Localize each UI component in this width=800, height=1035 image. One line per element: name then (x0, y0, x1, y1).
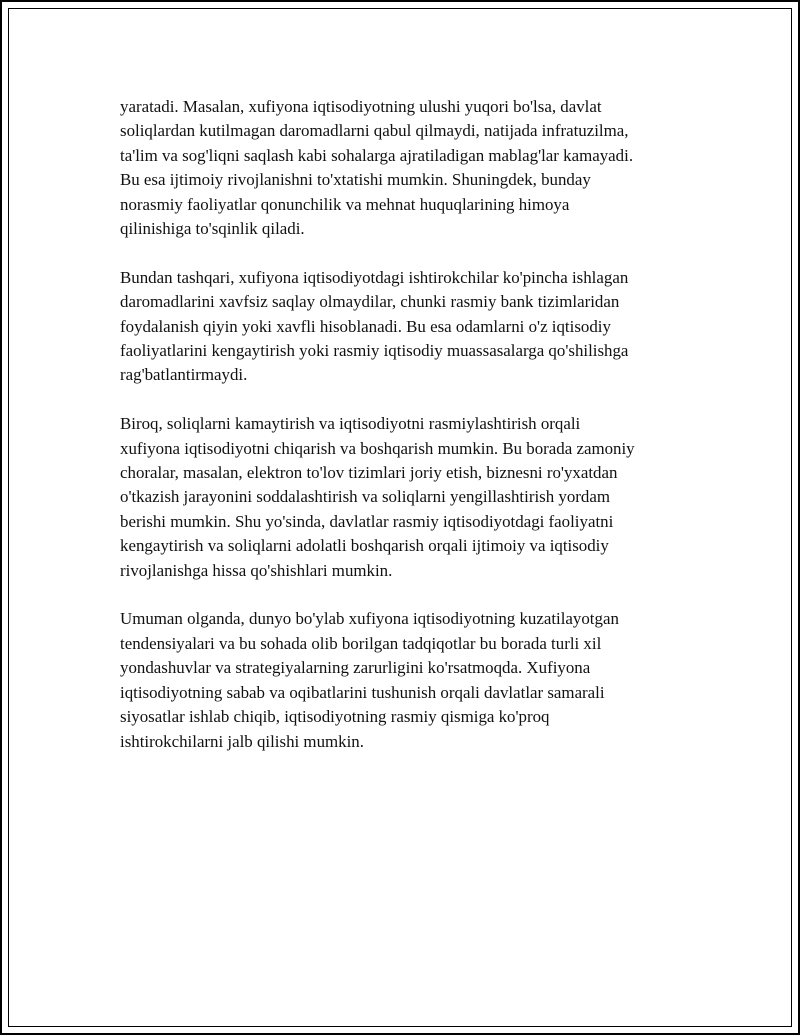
text-line: o'tkazish jarayonini soddalashtirish va soliqlarni yengillashtirish yordam (120, 487, 610, 507)
document-body (120, 95, 700, 778)
text-line: soliqlardan kutilmagan daromadlarni qabul qilmaydi, natijada infratuzilma, (120, 121, 629, 141)
text-line: Bu esa ijtimoiy rivojlanishni to'xtatishi mumkin. Shuningdek, bunday (120, 170, 591, 190)
text-line: iqtisodiyotning sabab va oqibatlarini tushunish orqali davlatlar samarali (120, 682, 605, 702)
text-line: yondashuvlar va strategiyalarning zarurligini ko'rsatmoqda. Xufiyona (120, 658, 591, 678)
text-line: choralar, masalan, elektron to'lov tizimlari joriy etish, biznesni ro'yxatdan (120, 463, 618, 483)
text-line: qilinishiga to'sqinlik qiladi. (120, 219, 305, 239)
paragraph-2 (120, 266, 700, 388)
paragraph-1 (120, 95, 700, 241)
text-line: Biroq, soliqlarni kamaytirish va iqtisodiyotni rasmiylashtirish orqali (120, 414, 581, 434)
text-line: daromadlarini xavfsiz saqlay olmaydilar, chunki rasmiy bank tizimlaridan (120, 292, 620, 312)
text-line: Bundan tashqari, xufiyona iqtisodiyotdagi ishtirokchilar ko'pincha ishlagan (120, 267, 629, 287)
paragraph-4 (120, 607, 700, 753)
text-line: xufiyona iqtisodiyotni chiqarish va boshqarish mumkin. Bu borada zamoniy (120, 438, 635, 458)
text-line: berishi mumkin. Shu yo'sinda, davlatlar rasmiy iqtisodiyotdagi faoliyatni (120, 511, 614, 531)
text-line: faoliyatlarini kengaytirish yoki rasmiy iqtisodiy muassasalarga qo'shilishga (120, 341, 629, 361)
text-line: Umuman olganda, dunyo bo'ylab xufiyona iqtisodiyotning kuzatilayotgan (120, 609, 619, 629)
text-line: rag'batlantirmaydi. (120, 365, 248, 385)
text-line: rivojlanishga hissa qo'shishlari mumkin. (120, 560, 393, 580)
paragraph-3 (120, 412, 700, 583)
text-line: foydalanish qiyin yoki xavfli hisoblanadi. Bu esa odamlarni o'z iqtisodiy (120, 316, 611, 336)
text-line: yaratadi. Masalan, xufiyona iqtisodiyotning ulushi yuqori bo'lsa, davlat (120, 97, 602, 116)
text-line: tendensiyalari va bu sohada olib borilgan tadqiqotlar bu borada turli xil (120, 633, 602, 653)
text-line: ta'lim va sog'liqni saqlash kabi sohalarga ajratiladigan mablag'lar kamayadi. (120, 145, 634, 165)
text-line: ishtirokchilarni jalb qilishi mumkin. (120, 731, 364, 751)
text-line: kengaytirish va soliqlarni adolatli boshqarish orqali ijtimoiy va iqtisodiy (120, 536, 609, 556)
text-line: siyosatlar ishlab chiqib, iqtisodiyotning rasmiy qismiga ko'proq (120, 707, 550, 727)
text-line: norasmiy faoliyatlar qonunchilik va mehnat huquqlarining himoya (120, 194, 570, 214)
